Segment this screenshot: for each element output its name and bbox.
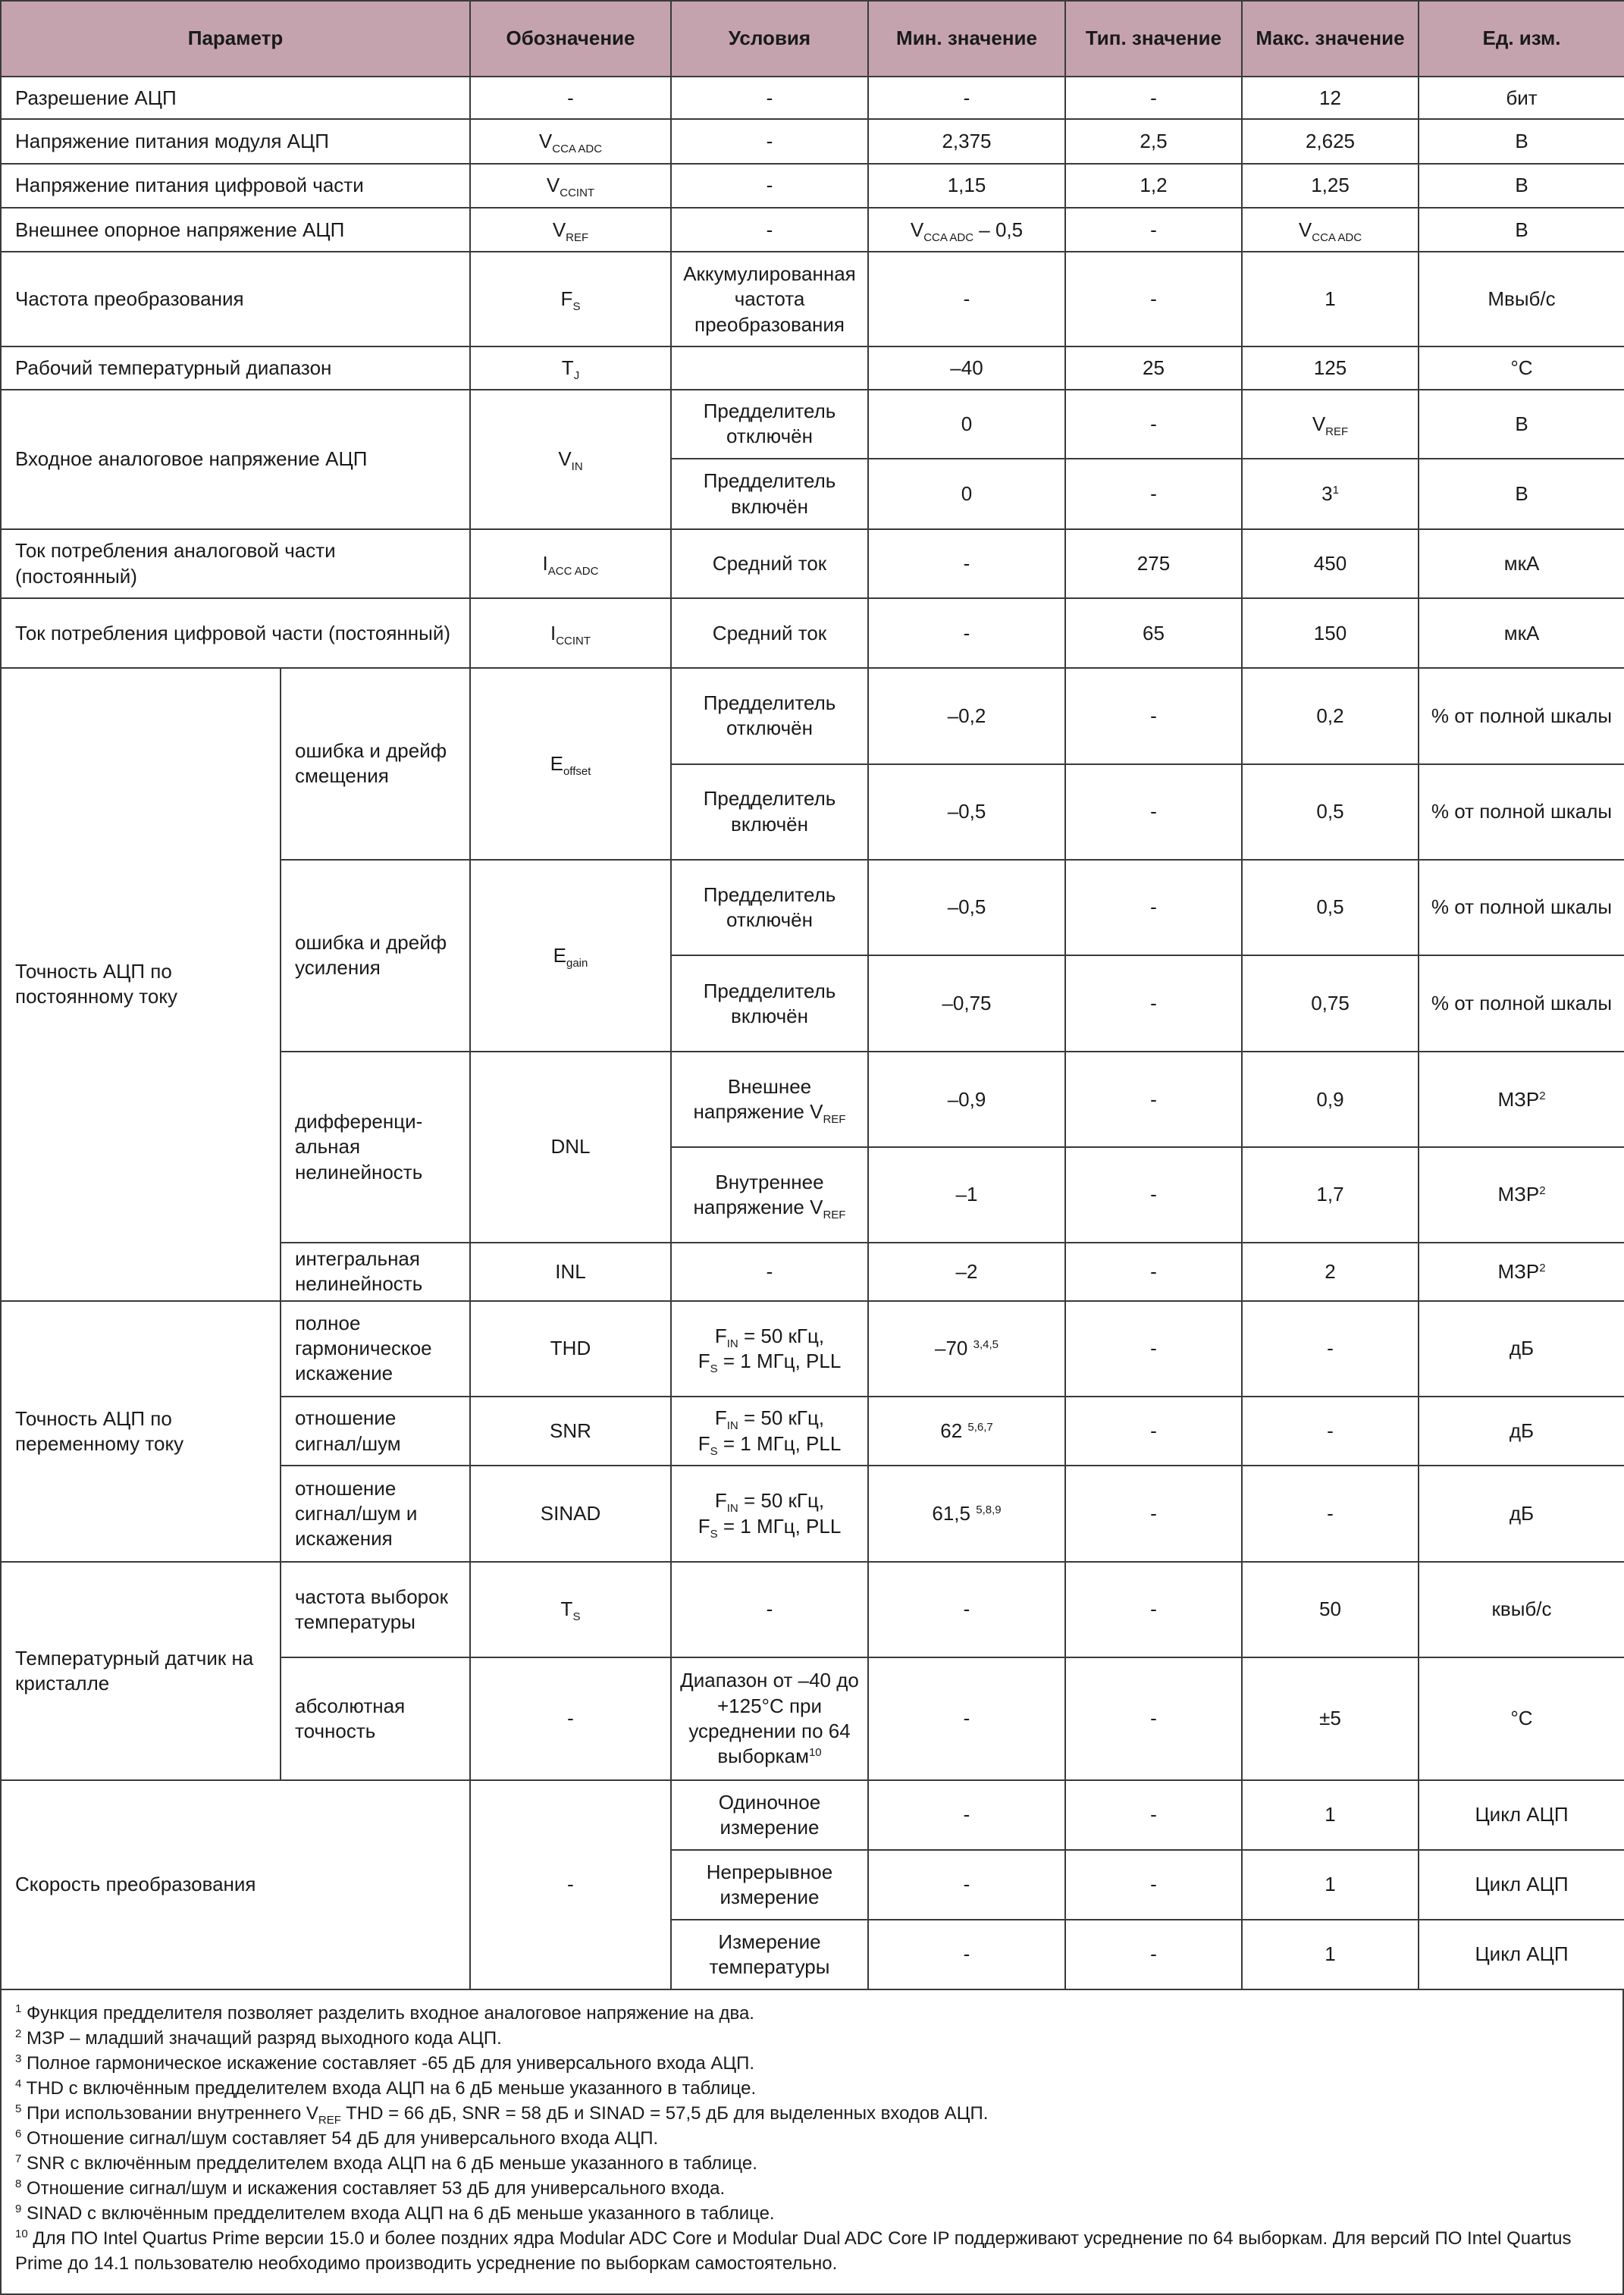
max-cell: 1 [1242, 252, 1419, 346]
max-cell: 1,25 [1242, 164, 1419, 208]
footnote-ref: 5,6,7 [967, 1420, 993, 1434]
max-cell: 150 [1242, 598, 1419, 668]
min-cell: - [868, 1562, 1065, 1657]
symbol-subscript: S [572, 300, 581, 314]
subparam-cell: полное гармоническое искажение [281, 1301, 470, 1397]
max-cell: 450 [1242, 529, 1419, 599]
min-cell: –0,5 [868, 764, 1065, 860]
min-cell: –2 [868, 1243, 1065, 1301]
typ-cell: - [1065, 1850, 1242, 1920]
table-row [1, 598, 1624, 668]
footnote: $^3$ Полное гармоническое искажение составляет -65 дБ для универсального входа АЦП. [15, 2052, 755, 2074]
unit-cell: В [1419, 164, 1624, 208]
symbol-main: E [550, 751, 563, 775]
typ-cell: - [1065, 77, 1242, 119]
symbol-subscript: REF [566, 230, 589, 244]
conditions-cell: Измерение температуры [671, 1920, 868, 1989]
typ-cell: - [1065, 860, 1242, 956]
symbol-subscript: gain [566, 956, 588, 970]
table-row [1, 164, 1624, 208]
conditions-cell: - [671, 208, 868, 252]
param-cell: Рабочий температурный диапазон [1, 346, 470, 389]
min-cell: - [868, 1850, 1065, 1920]
unit-cell [1419, 1147, 1624, 1243]
table-row [1, 390, 1624, 459]
unit-cell: Цикл АЦП [1419, 1780, 1624, 1850]
typ-cell: - [1065, 208, 1242, 252]
footnote-ref: 2 [1539, 1089, 1546, 1102]
footnote-ref: 1 [1332, 483, 1339, 497]
typ-cell: - [1065, 1780, 1242, 1850]
min-cell: –1 [868, 1147, 1065, 1243]
min-cell [868, 208, 1065, 252]
symbol-cell [470, 164, 671, 208]
symbol-cell [470, 860, 671, 1052]
table-row [1, 77, 1624, 119]
subparam-cell: частота выборок температуры [281, 1562, 470, 1657]
max-cell: 12 [1242, 77, 1419, 119]
max-cell: 0,5 [1242, 860, 1419, 956]
typ-cell: - [1065, 1397, 1242, 1466]
min-tail: – 0,5 [973, 218, 1024, 241]
group-label: Температурный датчик на кристалле [1, 1562, 281, 1780]
param-cell: Частота преобразования [1, 252, 470, 346]
unit-cell: квыб/с [1419, 1562, 1624, 1657]
max-main: V [1298, 218, 1312, 241]
conditions-main: Внешнее напряжение V [693, 1074, 823, 1124]
subparam-cell: ошибка и дрейф смещения [281, 668, 470, 860]
subparam-cell: интегральная нелинейность [281, 1243, 470, 1301]
typ-cell: - [1065, 668, 1242, 764]
unit-cell: мкА [1419, 598, 1624, 668]
max-cell: 0,2 [1242, 668, 1419, 764]
symbol-cell: DNL [470, 1052, 671, 1243]
symbol-subscript: S [572, 1610, 581, 1624]
footnote-ref: 5,8,9 [976, 1503, 1002, 1517]
table-row [1, 1301, 1624, 1397]
unit-cell: % от полной шкалы [1419, 764, 1624, 860]
conditions-cell: $F_{IN} = 50$ кГц, $F_S = 1$ МГц, PLL [671, 1397, 868, 1466]
min-cell [868, 1397, 1065, 1466]
conditions-cell [671, 1657, 868, 1780]
min-main: 62 [940, 1419, 963, 1442]
typ-cell: - [1065, 955, 1242, 1052]
typ-cell: - [1065, 1466, 1242, 1562]
conditions-main: Диапазон от –40 до +125°C при усреднении по 64 выборкам [680, 1669, 859, 1768]
unit-main: МЗР [1497, 1183, 1540, 1206]
table-row [1, 208, 1624, 252]
unit-cell: мкА [1419, 529, 1624, 599]
min-cell: 0 [868, 459, 1065, 529]
unit-cell: дБ [1419, 1466, 1624, 1562]
typ-cell: - [1065, 764, 1242, 860]
subparam-cell: отношение сигнал/шум и искажения [281, 1466, 470, 1562]
conditions-cell: Непрерывное измерение [671, 1850, 868, 1920]
unit-cell: В [1419, 119, 1624, 163]
param-cell: Напряжение питания цифровой части [1, 164, 470, 208]
footnote: $^1$ Функция предделителя позволяет разделить входное аналоговое напряжение на два. [15, 2002, 754, 2024]
header-min: Мин. значение [868, 1, 1065, 77]
conditions-cell: - [671, 77, 868, 119]
typ-cell: - [1065, 1301, 1242, 1397]
typ-cell: 1,2 [1065, 164, 1242, 208]
max-main: V [1312, 412, 1326, 435]
typ-cell: - [1065, 459, 1242, 529]
typ-cell: - [1065, 1920, 1242, 1989]
typ-cell: 65 [1065, 598, 1242, 668]
symbol-cell [470, 390, 671, 529]
conditions-cell: - [671, 119, 868, 163]
unit-cell: Цикл АЦП [1419, 1920, 1624, 1989]
typ-cell: 2,5 [1065, 119, 1242, 163]
symbol-cell [470, 668, 671, 860]
param-cell: Напряжение питания модуля АЦП [1, 119, 470, 163]
symbol-cell: SINAD [470, 1466, 671, 1562]
symbol-main: T [561, 356, 574, 379]
symbol-main: E [553, 943, 566, 967]
unit-cell: дБ [1419, 1397, 1624, 1466]
max-cell: 0,75 [1242, 955, 1419, 1052]
typ-cell: - [1065, 1657, 1242, 1780]
symbol-main: V [546, 174, 560, 197]
min-cell: –0,5 [868, 860, 1065, 956]
min-cell: - [868, 529, 1065, 599]
min-cell: - [868, 598, 1065, 668]
footnote: $^7$ SNR с включённым предделителем входа АЦП на 6 дБ меньше указанного в таблице. [15, 2152, 757, 2174]
conditions-cell: Предделитель включён [671, 459, 868, 529]
param-cell: Разрешение АЦП [1, 77, 470, 119]
max-cell: 2 [1242, 1243, 1419, 1301]
footnotes [0, 1990, 1624, 2295]
param-cell: Внешнее опорное напряжение АЦП [1, 208, 470, 252]
symbol-main: V [558, 447, 572, 471]
symbol-cell: - [470, 1657, 671, 1780]
symbol-main: V [552, 218, 566, 241]
conditions-cell: $F_{IN} = 50$ кГц, $F_S = 1$ МГц, PLL [671, 1301, 868, 1397]
symbol-main: I [550, 621, 556, 644]
min-cell: 1,15 [868, 164, 1065, 208]
conditions-cell: Предделитель включён [671, 764, 868, 860]
min-cell: - [868, 1780, 1065, 1850]
max-cell: - [1242, 1397, 1419, 1466]
param-cell: Ток потребления аналоговой части (постоянный) [1, 529, 470, 599]
unit-cell: дБ [1419, 1301, 1624, 1397]
conditions-cell: - [671, 1562, 868, 1657]
header-unit: Ед. изм. [1419, 1, 1624, 77]
max-cell [1242, 208, 1419, 252]
max-cell: ±5 [1242, 1657, 1419, 1780]
footnote-ref: 2 [1539, 1261, 1546, 1274]
typ-cell: - [1065, 1147, 1242, 1243]
header-max: Макс. значение [1242, 1, 1419, 77]
param-cell: Ток потребления цифровой части (постоянный) [1, 598, 470, 668]
conditions-subscript: REF [823, 1113, 846, 1127]
unit-cell: бит [1419, 77, 1624, 119]
footnote: $^4$ THD с включённым предделителем входа АЦП на 6 дБ меньше указанного в таблице. [15, 2077, 757, 2099]
header-conditions: Условия [671, 1, 868, 77]
conditions-subscript: REF [823, 1209, 846, 1221]
min-cell: - [868, 252, 1065, 346]
conditions-cell: Предделитель включён [671, 955, 868, 1052]
table-row [1, 1562, 1624, 1657]
conditions-cell: - [671, 1243, 868, 1301]
symbol-main: F [560, 287, 573, 311]
footnote-ref: 3,4,5 [973, 1338, 999, 1352]
symbol-cell: - [470, 1780, 671, 1989]
symbol-subscript: IN [571, 460, 583, 474]
symbol-subscript: offset [563, 764, 591, 778]
footnote-ref: 10 [808, 1746, 822, 1760]
subparam-cell: абсолютная точность [281, 1657, 470, 1780]
max-cell: - [1242, 1466, 1419, 1562]
min-main: –70 [935, 1337, 968, 1360]
conditions-cell: $F_{IN} = 50$ кГц, $F_S = 1$ МГц, PLL [671, 1466, 868, 1562]
max-cell: 0,5 [1242, 764, 1419, 860]
typ-cell: 25 [1065, 346, 1242, 389]
conditions-cell: Предделитель отключён [671, 668, 868, 764]
max-cell: 0,9 [1242, 1052, 1419, 1147]
subparam-cell: ошибка и дрейф усиления [281, 860, 470, 1052]
max-cell: - [1242, 1301, 1419, 1397]
symbol-cell: INL [470, 1243, 671, 1301]
max-cell: 1 [1242, 1780, 1419, 1850]
conditions-cell: Предделитель отключён [671, 860, 868, 956]
unit-cell: °C [1419, 1657, 1624, 1780]
symbol-main: V [538, 129, 553, 152]
conditions-cell: Одиночное измерение [671, 1780, 868, 1850]
conditions-main: Внутреннее напряжение V [693, 1170, 824, 1218]
table-row [1, 346, 1624, 389]
unit-cell: % от полной шкалы [1419, 955, 1624, 1052]
max-cell: 50 [1242, 1562, 1419, 1657]
typ-cell: - [1065, 390, 1242, 459]
min-main: V [910, 218, 924, 241]
min-cell [868, 1466, 1065, 1562]
conditions-cell: - [671, 164, 868, 208]
header-param: Параметр [1, 1, 470, 77]
min-cell: - [868, 1657, 1065, 1780]
unit-main: МЗР [1497, 1259, 1540, 1283]
subparam-cell: отношение сигнал/шум [281, 1397, 470, 1466]
symbol-subscript: CCINT [560, 187, 595, 200]
unit-cell: Мвыб/с [1419, 252, 1624, 346]
group-label: Скорость преобразования [1, 1780, 470, 1989]
unit-cell: % от полной шкалы [1419, 860, 1624, 956]
symbol-subscript: ACC ADC [547, 565, 599, 578]
unit-cell [1419, 1243, 1624, 1301]
param-cell: Входное аналоговое напряжение АЦП [1, 390, 470, 529]
group-label: Точность АЦП по переменному току [1, 1301, 281, 1562]
max-cell: 1 [1242, 1920, 1419, 1989]
unit-cell: Цикл АЦП [1419, 1850, 1624, 1920]
unit-cell [1419, 1052, 1624, 1147]
max-main: 3 [1321, 481, 1333, 505]
footnote-ref: 2 [1539, 1184, 1546, 1198]
footnote: $^2$ МЗР – младший значащий разряд выходного кода АЦП. [15, 2027, 502, 2049]
min-cell: –0,9 [868, 1052, 1065, 1147]
max-subscript: CCA ADC [1312, 230, 1362, 244]
footnote: $^9$ SINAD с включённым предделителем входа АЦП на 6 дБ меньше указанного в таблице. [15, 2203, 775, 2224]
max-cell [1242, 459, 1419, 529]
symbol-subscript: CCA ADC [552, 142, 603, 155]
header-row [1, 1, 1624, 77]
footnote: $^6$ Отношение сигнал/шум составляет 54 дБ для универсального входа АЦП. [15, 2127, 659, 2149]
conditions-cell [671, 1052, 868, 1147]
footnote: $^8$ Отношение сигнал/шум и искажения составляет 53 дБ для универсального входа. [15, 2177, 726, 2199]
typ-cell: 275 [1065, 529, 1242, 599]
unit-cell: В [1419, 208, 1624, 252]
min-cell [868, 1301, 1065, 1397]
symbol-cell [470, 529, 671, 599]
typ-cell: - [1065, 1052, 1242, 1147]
min-main: 61,5 [932, 1502, 970, 1525]
symbol-cell [470, 252, 671, 346]
unit-main: МЗР [1497, 1087, 1540, 1111]
max-cell: 1 [1242, 1850, 1419, 1920]
min-subscript: CCA ADC [923, 230, 974, 244]
max-cell: 2,625 [1242, 119, 1419, 163]
max-subscript: REF [1325, 425, 1349, 438]
conditions-cell: Аккумулированная частота преобразования [671, 252, 868, 346]
header-symbol: Обозначение [470, 1, 671, 77]
min-cell: - [868, 1920, 1065, 1989]
min-cell: –40 [868, 346, 1065, 389]
unit-cell: В [1419, 390, 1624, 459]
typ-cell: - [1065, 1562, 1242, 1657]
symbol-cell [470, 598, 671, 668]
table-row [1, 1780, 1624, 1850]
min-cell: 2,375 [868, 119, 1065, 163]
symbol-cell: - [470, 77, 671, 119]
symbol-cell [470, 119, 671, 163]
table-row [1, 529, 1624, 599]
unit-cell: °C [1419, 346, 1624, 389]
unit-cell: В [1419, 459, 1624, 529]
symbol-cell [470, 1562, 671, 1657]
symbol-main: I [542, 552, 548, 575]
symbol-cell: SNR [470, 1397, 671, 1466]
max-cell [1242, 390, 1419, 459]
footnote: $^{10}$ Для ПО Intel Quartus Prime версии 15.0 и более поздних ядра Modular ADC Core и Modular Dual ADC Core IP поддерживают усреднение по 64 выборкам. Для версий ПО Intel Quartus Prime до 14.1 пользователю необходимо производить усреднение по выборкам самостоятельно. [15, 2228, 1572, 2274]
max-cell: 1,7 [1242, 1147, 1419, 1243]
conditions-cell [671, 1147, 868, 1243]
conditions-cell: Предделитель отключён [671, 390, 868, 459]
symbol-subscript: CCINT [556, 634, 591, 647]
subparam-cell: дифференци-альная нелинейность [281, 1052, 470, 1243]
table-row [1, 668, 1624, 764]
unit-cell: % от полной шкалы [1419, 668, 1624, 764]
symbol-cell [470, 346, 671, 389]
conditions-cell [671, 346, 868, 389]
typ-cell: - [1065, 252, 1242, 346]
conditions-cell: Средний ток [671, 529, 868, 599]
max-cell: 125 [1242, 346, 1419, 389]
header-typ: Тип. значение [1065, 1, 1242, 77]
group-label: Точность АЦП по постоянному току [1, 668, 281, 1301]
typ-cell: - [1065, 1243, 1242, 1301]
table-row [1, 119, 1624, 163]
symbol-subscript: J [573, 368, 580, 382]
min-cell: - [868, 77, 1065, 119]
table-row [1, 252, 1624, 346]
symbol-cell [470, 208, 671, 252]
symbol-main: T [560, 1597, 573, 1621]
min-cell: –0,75 [868, 955, 1065, 1052]
footnote: $^5$ При использовании внутреннего $V_{REF}$ THD = 66 дБ, SNR = 58 дБ и SINAD = 57,5 дБ для выделенных входов АЦП. [15, 2102, 989, 2127]
min-cell: 0 [868, 390, 1065, 459]
symbol-cell: THD [470, 1301, 671, 1397]
conditions-cell: Средний ток [671, 598, 868, 668]
min-cell: –0,2 [868, 668, 1065, 764]
